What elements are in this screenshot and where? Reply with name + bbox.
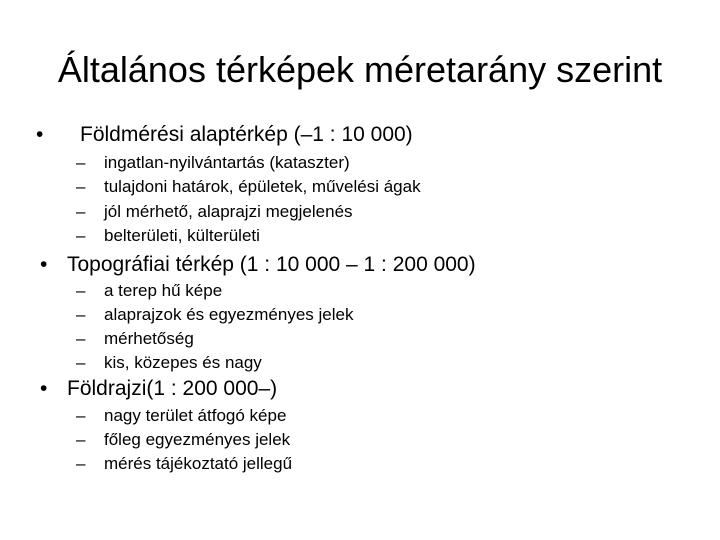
bullet-text: Földrajzi(1 : 200 000–) <box>67 377 278 400</box>
dash-marker: – <box>76 177 86 196</box>
sub-item-text: a terep hű képe <box>104 281 223 300</box>
bullet-marker: • <box>36 123 44 146</box>
sub-item-text: kis, közepes és nagy <box>104 353 262 372</box>
sub-item-text: nagy terület átfogó képe <box>104 406 287 425</box>
dash-marker: – <box>76 281 86 300</box>
bullet-marker: • <box>40 377 48 400</box>
dash-marker: – <box>76 202 86 221</box>
dash-marker: – <box>76 454 86 473</box>
sub-item-text: főleg egyezményes jelek <box>104 430 291 449</box>
sub-item-text: ingatlan-nyilvántartás (kataszter) <box>104 153 350 172</box>
sub-item-text: mérés tájékoztató jellegű <box>104 454 293 473</box>
sub-item-text: jól mérhető, alaprajzi megjelenés <box>104 202 353 221</box>
dash-marker: – <box>76 329 86 348</box>
bullet-text: Topográfiai térkép (1 : 10 000 – 1 : 200 000) <box>67 253 476 276</box>
dash-marker: – <box>76 153 86 172</box>
dash-marker: – <box>76 353 86 372</box>
slide-title: Általános térképek méretarány szerint <box>57 49 663 90</box>
sub-item-text: mérhetőség <box>104 329 194 348</box>
dash-marker: – <box>76 226 86 245</box>
sub-item-text: tulajdoni határok, épületek, művelési ágak <box>104 177 421 196</box>
dash-marker: – <box>76 305 86 324</box>
bullet-marker: • <box>40 253 48 276</box>
dash-marker: – <box>76 406 86 425</box>
sub-item-text: alaprajzok és egyezményes jelek <box>104 305 354 324</box>
sub-item-text: belterületi, külterületi <box>104 226 260 245</box>
dash-marker: – <box>76 430 86 449</box>
bullet-text: Földmérési alaptérkép (–1 : 10 000) <box>80 123 413 146</box>
